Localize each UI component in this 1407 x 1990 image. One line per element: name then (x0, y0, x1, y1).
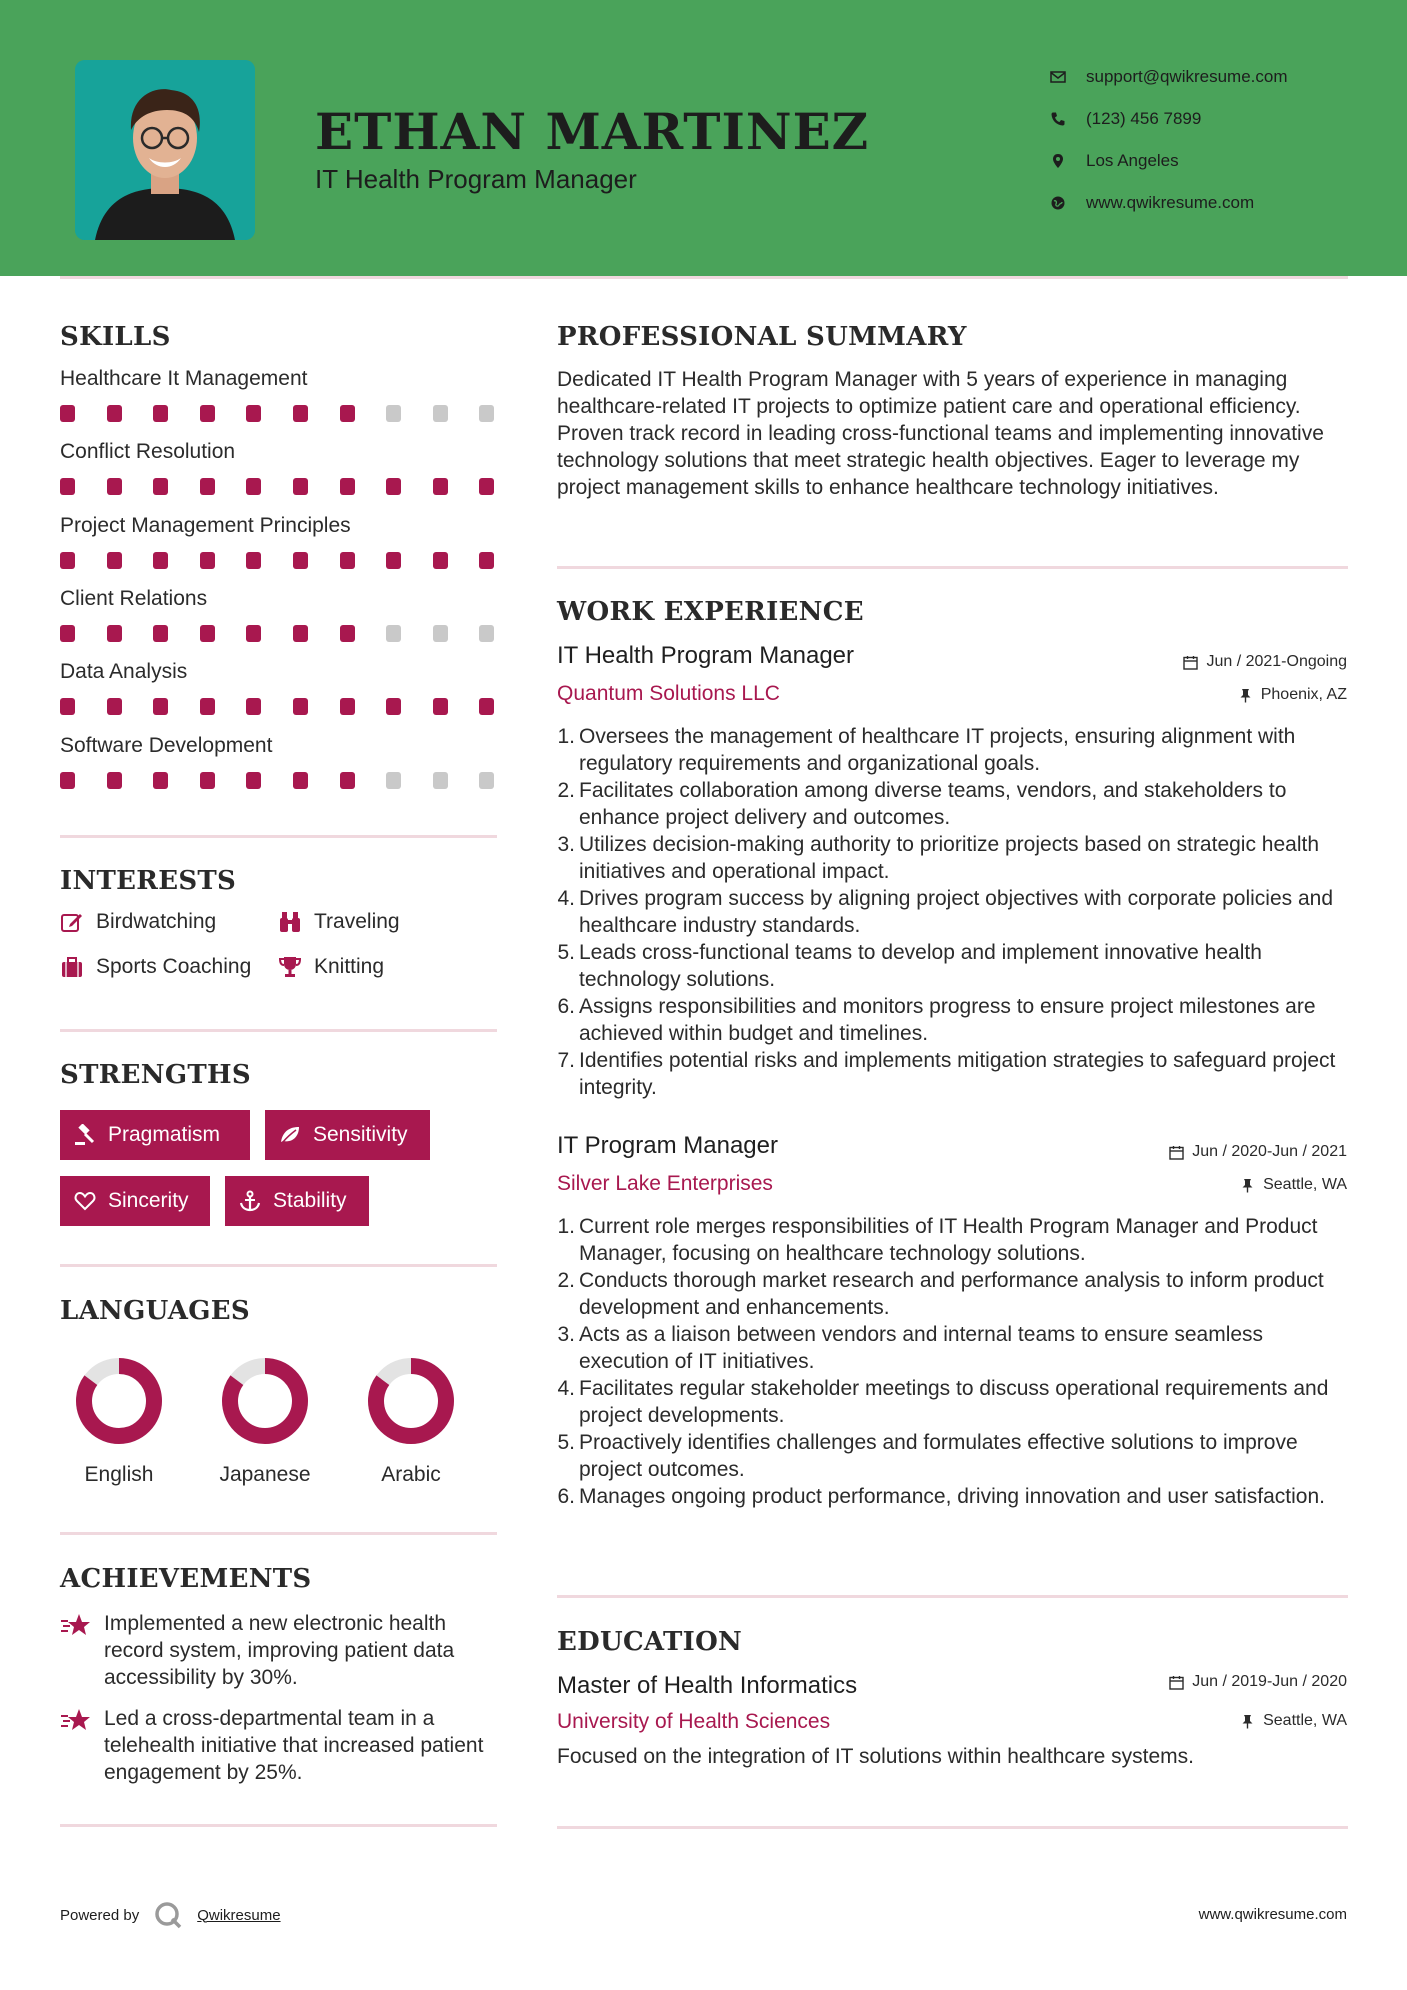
skill-dot-filled (107, 478, 122, 495)
strength-label: Stability (273, 1189, 347, 1212)
job-role: IT Program Manager (557, 1132, 778, 1159)
duty-text: Identifies potential risks and implements mitigation strategies to safeguard project integrity. (579, 1049, 1336, 1099)
education-location (1240, 1712, 1347, 1730)
duty-item (557, 1321, 1357, 1375)
achievements-divider (60, 1824, 497, 1827)
skill-dot-filled (200, 405, 215, 422)
skill-dot-filled (107, 405, 122, 422)
skill-dot-empty (479, 625, 494, 642)
duty-number: 2. (557, 1269, 575, 1292)
job-company: Silver Lake Enterprises (557, 1172, 773, 1195)
calendar-icon (1169, 1145, 1184, 1160)
education-dates-text: Jun / 2019-Jun / 2020 (1192, 1673, 1347, 1690)
skill-dot-filled (200, 478, 215, 495)
skill-dot-filled (107, 625, 122, 642)
duty-number: 7. (557, 1049, 575, 1072)
contact-email-text: support@qwikresume.com (1086, 67, 1288, 86)
strengths-heading: STRENGTHS (60, 1060, 251, 1090)
skill-dot-empty (433, 625, 448, 642)
strength-label: Pragmatism (108, 1123, 221, 1146)
skill-dot-filled (60, 478, 75, 495)
summary-heading: PROFESSIONAL SUMMARY (557, 322, 967, 352)
skill-dot-filled (200, 552, 215, 569)
pushpin-icon (1238, 688, 1253, 703)
education-dates (1169, 1673, 1347, 1691)
powered-by-text: Powered by (60, 1906, 140, 1924)
pushpin-icon (1240, 1714, 1255, 1729)
skill-dot-filled (200, 698, 215, 715)
job-dates-text: Jun / 2021-Ongoing (1206, 653, 1347, 670)
skill-label: Healthcare It Management (60, 367, 308, 390)
skill-dot-empty (479, 405, 494, 422)
edit-icon (60, 910, 84, 934)
skill-level-meter (60, 698, 500, 714)
education-description: Focused on the integration of IT solutions within healthcare systems. (557, 1745, 1194, 1768)
languages-heading: LANGUAGES (60, 1296, 250, 1326)
education-location-text: Seattle, WA (1263, 1712, 1347, 1729)
skill-dot-empty (433, 772, 448, 789)
skill-dot-filled (246, 772, 261, 789)
skills-heading: SKILLS (60, 322, 171, 352)
skill-dot-filled (293, 625, 308, 642)
duty-item (557, 939, 1357, 993)
star-icon (60, 1707, 92, 1733)
skill-dot-filled (153, 552, 168, 569)
duty-number: 3. (557, 833, 575, 856)
skill-level-meter (60, 405, 500, 421)
skill-dot-filled (433, 478, 448, 495)
duty-item (557, 1047, 1357, 1101)
interest-item-sports-coaching (60, 955, 251, 979)
leaf-icon (279, 1124, 301, 1146)
contact-email[interactable] (1050, 56, 1288, 98)
skill-dot-filled (386, 552, 401, 569)
summary-text: Dedicated IT Health Program Manager with 5 years of experience in managing healthcare-related IT projects to optimize patient care and operational efficiency. Proven track record in leading cross-functional teams and implementing innovative technology solutions that meet strategic health objectives. Eager to leverage my project management skills to enhance healthcare technology initiatives. (557, 368, 1324, 499)
achievement-item (60, 1610, 500, 1691)
contact-phone-text: (123) 456 7899 (1086, 109, 1202, 128)
duty-text: Acts as a liaison between vendors and internal teams to ensure seamless execution of IT initiatives. (579, 1323, 1264, 1373)
skill-dot-filled (293, 478, 308, 495)
skill-dot-filled (293, 772, 308, 789)
job-location-text: Phoenix, AZ (1260, 686, 1347, 703)
interest-item-traveling (278, 910, 400, 934)
skill-level-meter (60, 772, 500, 788)
contact-website-text: www.qwikresume.com (1086, 193, 1255, 212)
duty-text: Proactively identifies challenges and formulates effective solutions to improve project outcomes. (579, 1431, 1298, 1481)
skill-dot-filled (246, 478, 261, 495)
contact-list (1050, 56, 1288, 224)
strength-tag-pragmatism (60, 1110, 250, 1160)
summary-divider (557, 566, 1348, 569)
skill-label: Project Management Principles (60, 513, 351, 537)
skill-dot-filled (60, 698, 75, 715)
duty-number: 4. (557, 887, 575, 910)
interest-label: Sports Coaching (96, 955, 252, 978)
duty-text: Current role merges responsibilities of IT Health Program Manager and Product Manager, focusing on healthcare technology solutions. (579, 1215, 1318, 1265)
duty-text: Manages ongoing product performance, driving innovation and user satisfaction. (579, 1485, 1325, 1508)
skill-dot-filled (153, 698, 168, 715)
interest-label: Knitting (314, 955, 385, 978)
education-divider (557, 1826, 1348, 1829)
skill-dot-filled (246, 405, 261, 422)
profile-photo-image (75, 60, 255, 240)
trophy-icon (278, 955, 302, 979)
skill-dot-filled (479, 478, 494, 495)
interest-label: Birdwatching (96, 910, 217, 933)
skill-dot-filled (479, 552, 494, 569)
duty-item (557, 723, 1357, 777)
skill-dot-empty (433, 405, 448, 422)
envelope-icon (1050, 67, 1086, 87)
skill-dot-filled (60, 552, 75, 569)
skill-dot-filled (340, 552, 355, 569)
skill-dot-filled (153, 478, 168, 495)
experience-divider (557, 1595, 1348, 1598)
education-heading: EDUCATION (557, 1627, 743, 1657)
experience-heading: WORK EXPERIENCE (557, 597, 864, 627)
job-duties-list (557, 723, 1357, 1101)
language-item (356, 1355, 466, 1487)
skill-dot-filled (293, 405, 308, 422)
candidate-title: IT Health Program Manager (315, 164, 637, 194)
achievements-heading: ACHIEVEMENTS (60, 1564, 312, 1594)
language-label: Arabic (381, 1463, 441, 1486)
interest-label: Traveling (314, 910, 400, 933)
skill-dot-filled (60, 405, 75, 422)
calendar-icon (1183, 655, 1198, 670)
skill-dot-filled (153, 625, 168, 642)
anchor-icon (239, 1190, 261, 1212)
map-pin-icon (1050, 151, 1086, 171)
profile-photo (75, 60, 255, 240)
strength-tag-sensitivity (265, 1110, 430, 1160)
contact-phone[interactable] (1050, 98, 1288, 140)
skill-dot-filled (340, 405, 355, 422)
skill-label: Conflict Resolution (60, 440, 236, 464)
duty-number: 3. (557, 1323, 575, 1346)
interests-divider (60, 1029, 497, 1032)
duty-number: 4. (557, 1377, 575, 1400)
job-role: IT Health Program Manager (557, 642, 855, 669)
skill-dot-empty (386, 625, 401, 642)
job-location (1238, 686, 1347, 704)
language-proficiency-ring (219, 1355, 311, 1447)
heart-icon (74, 1190, 96, 1212)
skill-dot-empty (386, 405, 401, 422)
interest-item-birdwatching (60, 910, 216, 934)
duty-text: Facilitates collaboration among diverse teams, vendors, and stakeholders to enhance project delivery and outcomes. (579, 779, 1287, 829)
duty-text: Drives program success by aligning project objectives with corporate policies and healthcare industry standards. (579, 887, 1334, 937)
skill-dot-filled (153, 772, 168, 789)
skill-dot-filled (107, 552, 122, 569)
skill-dot-filled (340, 478, 355, 495)
duty-text: Conducts thorough market research and performance analysis to inform product development and enhancements. (579, 1269, 1324, 1319)
phone-icon (1050, 109, 1086, 129)
skill-dot-filled (340, 625, 355, 642)
languages-divider (60, 1532, 497, 1535)
strengths-divider (60, 1264, 497, 1267)
skill-dot-filled (293, 698, 308, 715)
interests-heading: INTERESTS (60, 866, 237, 896)
job-company: Quantum Solutions LLC (557, 682, 780, 705)
skill-dot-filled (293, 552, 308, 569)
skill-dot-filled (200, 772, 215, 789)
duty-item (557, 1375, 1357, 1429)
strength-tag-stability (225, 1176, 369, 1226)
duty-number: 2. (557, 779, 575, 802)
duty-item (557, 885, 1357, 939)
strength-tag-sincerity (60, 1176, 210, 1226)
skill-dot-filled (340, 772, 355, 789)
language-proficiency-ring (365, 1355, 457, 1447)
skills-divider (60, 835, 497, 838)
education-degree: Master of Health Informatics (557, 1672, 858, 1699)
interest-item-knitting (278, 955, 384, 979)
language-label: Japanese (219, 1463, 311, 1486)
language-proficiency-ring (73, 1355, 165, 1447)
skill-dot-filled (386, 698, 401, 715)
duty-number: 5. (557, 941, 575, 964)
duty-text: Facilitates regular stakeholder meetings to discuss operational requirements and project developments. (579, 1377, 1329, 1427)
job-location-text: Seattle, WA (1263, 1176, 1347, 1193)
candidate-name: ETHAN MARTINEZ (315, 102, 870, 161)
contact-location-text: Los Angeles (1086, 151, 1179, 170)
achievement-text: Implemented a new electronic health record system, improving patient data accessibility by 30%. (104, 1612, 455, 1689)
contact-location (1050, 140, 1288, 182)
duty-number: 5. (557, 1431, 575, 1454)
skill-dot-filled (107, 698, 122, 715)
binoculars-icon (278, 910, 302, 934)
duty-item (557, 1213, 1357, 1267)
qwikresume-logo-icon (153, 1900, 183, 1930)
achievement-text: Led a cross-departmental team in a telehealth initiative that increased patient engagement by 25%. (104, 1707, 484, 1784)
skill-dot-filled (60, 772, 75, 789)
skill-dot-filled (433, 552, 448, 569)
skill-dot-filled (386, 478, 401, 495)
skill-label: Client Relations (60, 586, 208, 610)
skill-dot-filled (433, 698, 448, 715)
briefcase-icon (60, 955, 84, 979)
job-duties-list (557, 1213, 1357, 1510)
skill-label: Software Development (60, 733, 273, 757)
skill-level-meter (60, 552, 500, 568)
header-divider (60, 276, 1348, 279)
calendar-icon (1169, 1675, 1184, 1690)
duty-number: 6. (557, 995, 575, 1018)
resume-header (0, 0, 1407, 276)
job-dates-text: Jun / 2020-Jun / 2021 (1192, 1143, 1347, 1160)
strength-label: Sincerity (108, 1189, 189, 1212)
duty-item (557, 1483, 1357, 1510)
language-label: English (84, 1463, 154, 1486)
duty-text: Utilizes decision-making authority to prioritize projects based on strategic health initiatives and operational impact. (579, 833, 1320, 883)
job-dates (1183, 653, 1347, 671)
skill-dot-filled (60, 625, 75, 642)
duty-item (557, 1267, 1357, 1321)
footer-powered-by (60, 1900, 281, 1930)
skill-dot-filled (479, 698, 494, 715)
duty-text: Leads cross-functional teams to develop and implement innovative health technology solutions. (579, 941, 1262, 991)
skill-label: Data Analysis (60, 660, 188, 684)
duty-text: Oversees the management of healthcare IT projects, ensuring alignment with regulatory requirements and organizational goals. (579, 725, 1296, 775)
skill-dot-filled (153, 405, 168, 422)
skill-dot-filled (107, 772, 122, 789)
duty-item (557, 993, 1357, 1047)
footer-website[interactable]: www.qwikresume.com (1198, 1906, 1347, 1923)
contact-website[interactable] (1050, 182, 1288, 224)
skill-dot-filled (246, 552, 261, 569)
globe-icon (1050, 193, 1086, 213)
gavel-icon (74, 1124, 96, 1146)
skill-dot-filled (340, 698, 355, 715)
duty-number: 6. (557, 1485, 575, 1508)
skill-dot-empty (479, 772, 494, 789)
duty-item (557, 831, 1357, 885)
pushpin-icon (1240, 1178, 1255, 1193)
language-item (64, 1355, 174, 1487)
duty-text: Assigns responsibilities and monitors progress to ensure project milestones are achieved within budget and timelines. (579, 995, 1316, 1045)
skill-dot-filled (246, 625, 261, 642)
skill-dot-filled (246, 698, 261, 715)
duty-item (557, 1429, 1357, 1483)
star-icon (60, 1612, 92, 1638)
skill-level-meter (60, 478, 500, 494)
language-item (210, 1355, 320, 1487)
duty-item (557, 777, 1357, 831)
education-school: University of Health Sciences (557, 1710, 831, 1733)
duty-number: 1. (557, 1215, 575, 1238)
achievement-item (60, 1705, 500, 1786)
qwikresume-link[interactable]: Qwikresume (197, 1906, 281, 1924)
job-dates (1169, 1143, 1347, 1161)
job-location (1240, 1176, 1347, 1194)
duty-number: 1. (557, 725, 575, 748)
skill-dot-empty (386, 772, 401, 789)
skill-dot-filled (200, 625, 215, 642)
skill-level-meter (60, 625, 500, 641)
strength-label: Sensitivity (313, 1123, 408, 1146)
